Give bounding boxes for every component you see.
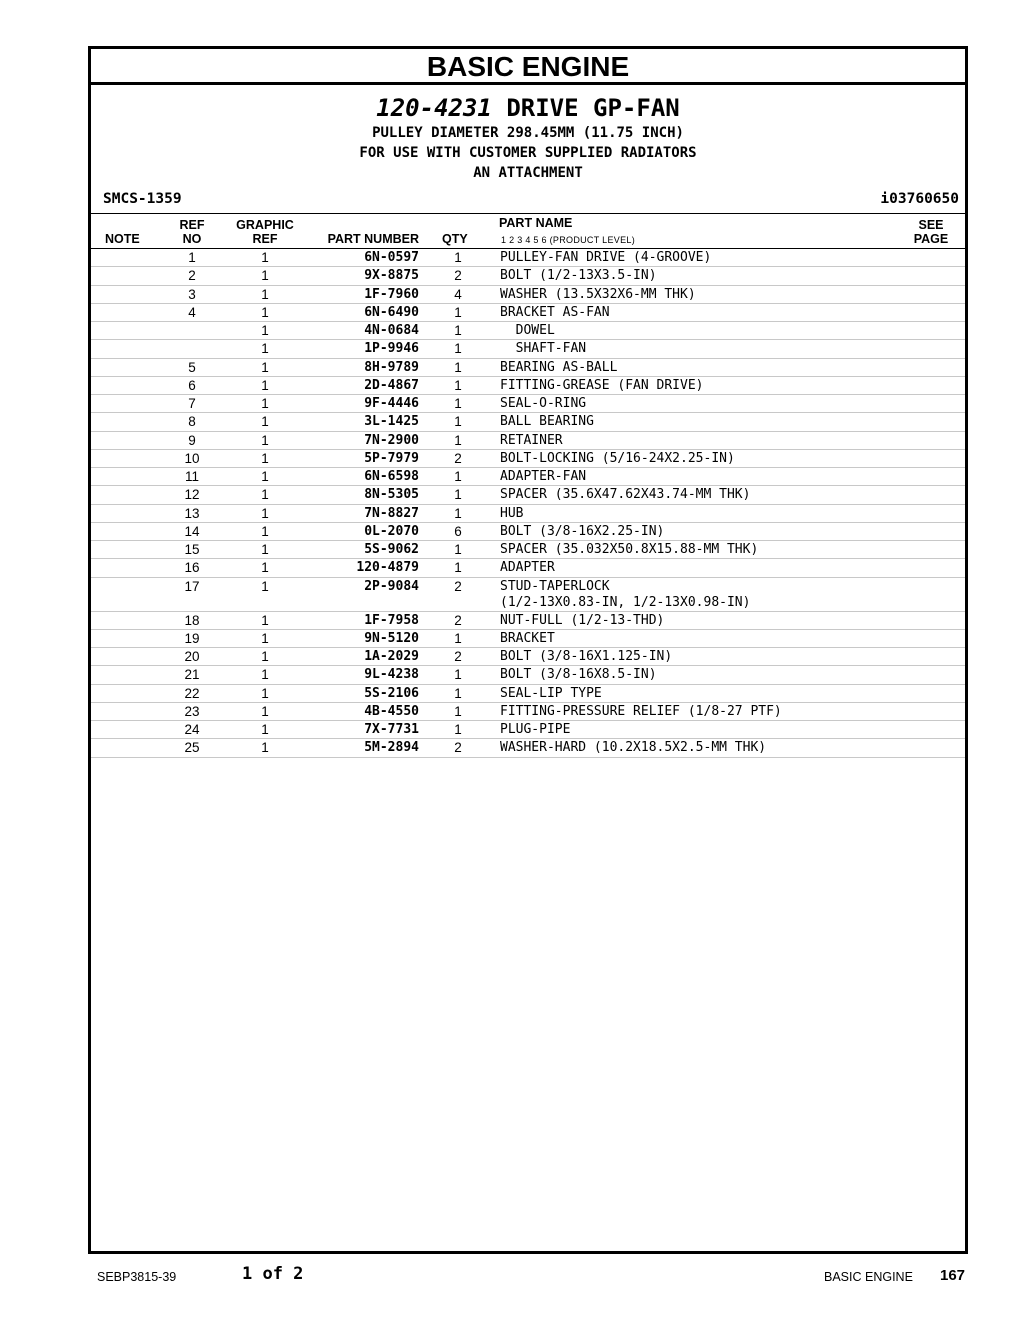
part-number-cell: 1P-9946 xyxy=(364,341,419,357)
graphic-ref-cell: 1 xyxy=(261,578,269,594)
part-number-cell: 4N-0684 xyxy=(364,323,419,338)
qty-cell: 1 xyxy=(454,341,462,357)
qty-cell: 4 xyxy=(454,286,462,302)
part-number-cell: 4B-4550 xyxy=(364,703,419,719)
graphic-ref-cell: 1 xyxy=(261,396,269,411)
ref-no-cell: 12 xyxy=(184,487,200,503)
table-row xyxy=(91,685,965,703)
part-number-cell: 5S-2106 xyxy=(364,685,419,701)
group-description-line: FOR USE WITH CUSTOMER SUPPLIED RADIATORS xyxy=(359,145,697,161)
table-row xyxy=(91,468,965,486)
part-name-cell: SPACER (35.032X50.8X15.88-MM THK) xyxy=(500,542,759,557)
ref-no-cell: 1 xyxy=(188,250,196,265)
graphic-ref-cell: 1 xyxy=(261,487,269,503)
part-name-cell: SPACER (35.6X47.62X43.74-MM THK) xyxy=(500,487,751,503)
part-name-cell: PULLEY-FAN DRIVE (4-GROOVE) xyxy=(500,250,712,265)
table-row xyxy=(91,612,965,630)
part-number-cell: 3L-1425 xyxy=(364,414,419,430)
graphic-ref-cell: 1 xyxy=(261,649,269,664)
part-number-cell: 2D-4867 xyxy=(364,377,419,393)
ref-no-cell: 9 xyxy=(188,432,196,448)
group-description-line: PULLEY DIAMETER 298.45MM (11.75 INCH) xyxy=(372,125,684,141)
illustration-id: i03760650 xyxy=(880,191,959,207)
table-row xyxy=(91,578,965,612)
qty-cell: 1 xyxy=(454,414,462,430)
part-number-cell: 9L-4238 xyxy=(364,667,419,683)
page-footer xyxy=(0,1262,1020,1292)
part-number-cell: 8H-9789 xyxy=(364,359,419,375)
identifier-row xyxy=(91,187,965,213)
part-name-cell: PLUG-PIPE xyxy=(500,722,571,737)
col-part-number: PART NUMBER xyxy=(327,232,419,246)
qty-cell: 2 xyxy=(454,649,462,664)
col-note: NOTE xyxy=(105,232,140,246)
ref-no-cell: 14 xyxy=(184,523,200,539)
part-number-cell: 1F-7958 xyxy=(364,612,419,628)
part-number-cell: 9N-5120 xyxy=(364,630,419,646)
parts-table-body xyxy=(91,249,965,758)
group-title xyxy=(91,93,965,123)
ref-no-cell: 13 xyxy=(184,505,200,521)
ref-no-cell: 6 xyxy=(188,377,196,393)
part-name-cell: RETAINER xyxy=(500,432,563,448)
part-name-cell: BOLT (3/8-16X2.25-IN) xyxy=(500,523,665,539)
graphic-ref-cell: 1 xyxy=(261,469,269,484)
qty-cell: 2 xyxy=(454,740,462,756)
qty-cell: 1 xyxy=(454,487,462,503)
part-number-cell: 6N-0597 xyxy=(364,250,419,265)
smcs-code: SMCS-1359 xyxy=(103,191,182,207)
qty-cell: 1 xyxy=(454,685,462,701)
qty-cell: 1 xyxy=(454,323,462,338)
qty-cell: 1 xyxy=(454,396,462,411)
table-row xyxy=(91,450,965,468)
ref-no-cell: 20 xyxy=(184,649,200,664)
table-row xyxy=(91,322,965,340)
table-row xyxy=(91,359,965,377)
graphic-ref-cell: 1 xyxy=(261,667,269,683)
part-number-cell: 7X-7731 xyxy=(364,722,419,737)
page-of: 1 of 2 xyxy=(242,1264,304,1284)
part-name-cell: STUD-TAPERLOCK (1/2-13X0.83-IN, 1/2-13X0.98-IN) xyxy=(500,578,751,610)
qty-cell: 1 xyxy=(454,542,462,557)
graphic-ref-cell: 1 xyxy=(261,612,269,628)
part-number-cell: 6N-6598 xyxy=(364,469,419,484)
parts-page-frame xyxy=(88,46,968,1254)
graphic-ref-cell: 1 xyxy=(261,250,269,265)
table-row xyxy=(91,505,965,523)
section-title: BASIC ENGINE xyxy=(91,49,965,85)
part-name-cell: BRACKET AS-FAN xyxy=(500,304,610,320)
table-row xyxy=(91,630,965,648)
table-row xyxy=(91,559,965,577)
ref-no-cell: 4 xyxy=(188,304,196,320)
qty-cell: 1 xyxy=(454,359,462,375)
col-see-page: SEE PAGE xyxy=(913,218,949,246)
part-name-cell: BEARING AS-BALL xyxy=(500,359,618,375)
group-number: 120-4231 xyxy=(376,94,492,122)
part-number-cell: 2P-9084 xyxy=(364,578,419,594)
graphic-ref-cell: 1 xyxy=(261,722,269,737)
graphic-ref-cell: 1 xyxy=(261,740,269,756)
part-number-cell: 5M-2894 xyxy=(364,740,419,756)
ref-no-cell: 19 xyxy=(184,630,200,646)
graphic-ref-cell: 1 xyxy=(261,359,269,375)
part-name-cell: WASHER-HARD (10.2X18.5X2.5-MM THK) xyxy=(500,740,767,756)
ref-no-cell: 15 xyxy=(184,542,200,557)
group-name: DRIVE GP-FAN xyxy=(506,94,680,122)
col-qty: QTY xyxy=(442,232,468,246)
ref-no-cell: 10 xyxy=(184,450,200,466)
graphic-ref-cell: 1 xyxy=(261,685,269,701)
qty-cell: 2 xyxy=(454,578,462,594)
graphic-ref-cell: 1 xyxy=(261,560,269,576)
part-name-cell: SEAL-LIP TYPE xyxy=(500,685,602,701)
part-number-cell: 1F-7960 xyxy=(364,286,419,302)
table-row xyxy=(91,286,965,304)
part-name-cell: NUT-FULL (1/2-13-THD) xyxy=(500,612,665,628)
part-name-cell: WASHER (13.5X32X6-MM THK) xyxy=(500,286,696,302)
table-row xyxy=(91,523,965,541)
ref-no-cell: 21 xyxy=(184,667,200,683)
table-row xyxy=(91,395,965,413)
graphic-ref-cell: 1 xyxy=(261,703,269,719)
ref-no-cell: 5 xyxy=(188,359,196,375)
qty-cell: 1 xyxy=(454,630,462,646)
part-name-cell: BRACKET xyxy=(500,630,555,646)
table-row xyxy=(91,340,965,358)
part-name-cell: SHAFT-FAN xyxy=(500,341,587,357)
page-number: 167 xyxy=(940,1267,966,1284)
part-number-cell: 9X-8875 xyxy=(364,268,419,284)
table-row xyxy=(91,486,965,504)
qty-cell: 1 xyxy=(454,722,462,737)
qty-cell: 1 xyxy=(454,304,462,320)
graphic-ref-cell: 1 xyxy=(261,414,269,430)
part-number-cell: 0L-2070 xyxy=(364,523,419,539)
part-name-cell: HUB xyxy=(500,505,524,521)
part-name-cell: BOLT-LOCKING (5/16-24X2.25-IN) xyxy=(500,450,735,466)
graphic-ref-cell: 1 xyxy=(261,304,269,320)
group-header xyxy=(91,93,965,183)
qty-cell: 2 xyxy=(454,450,462,466)
graphic-ref-cell: 1 xyxy=(261,505,269,521)
ref-no-cell: 7 xyxy=(188,396,196,411)
table-row xyxy=(91,739,965,757)
table-row xyxy=(91,249,965,267)
graphic-ref-cell: 1 xyxy=(261,542,269,557)
table-row xyxy=(91,541,965,559)
part-name-cell: BOLT (3/8-16X1.125-IN) xyxy=(500,649,673,664)
ref-no-cell: 18 xyxy=(184,612,200,628)
part-name-cell: FITTING-PRESSURE RELIEF (1/8-27 PTF) xyxy=(500,703,782,719)
col-graphic-ref: GRAPHIC REF xyxy=(236,218,294,246)
part-number-cell: 1A-2029 xyxy=(364,649,419,664)
part-number-cell: 7N-2900 xyxy=(364,432,419,448)
part-name-cell: BOLT (3/8-16X8.5-IN) xyxy=(500,667,657,683)
part-number-cell: 5S-9062 xyxy=(364,542,419,557)
ref-no-cell: 8 xyxy=(188,414,196,430)
part-number-cell: 6N-6490 xyxy=(364,304,419,320)
graphic-ref-cell: 1 xyxy=(261,323,269,338)
col-ref-no: REF NO xyxy=(179,218,205,246)
qty-cell: 1 xyxy=(454,560,462,576)
qty-cell: 1 xyxy=(454,377,462,393)
table-row xyxy=(91,648,965,666)
document-id: SEBP3815-39 xyxy=(97,1270,177,1284)
group-description-line: AN ATTACHMENT xyxy=(473,165,583,181)
part-number-cell: 120-4879 xyxy=(356,560,419,576)
part-number-cell: 7N-8827 xyxy=(364,505,419,521)
table-row xyxy=(91,721,965,739)
footer-section: BASIC ENGINE xyxy=(824,1270,913,1284)
qty-cell: 1 xyxy=(454,703,462,719)
part-name-cell: DOWEL xyxy=(500,323,555,338)
qty-cell: 1 xyxy=(454,667,462,683)
ref-no-cell: 3 xyxy=(188,286,196,302)
qty-cell: 6 xyxy=(454,523,462,539)
part-name-cell: BALL BEARING xyxy=(500,414,594,430)
graphic-ref-cell: 1 xyxy=(261,377,269,393)
part-name-cell: BOLT (1/2-13X3.5-IN) xyxy=(500,268,657,284)
graphic-ref-cell: 1 xyxy=(261,268,269,284)
graphic-ref-cell: 1 xyxy=(261,432,269,448)
col-part-name: PART NAME xyxy=(499,216,573,230)
col-product-levels: 1 2 3 4 5 6 (PRODUCT LEVEL) xyxy=(501,235,635,245)
ref-no-cell: 2 xyxy=(188,268,196,284)
qty-cell: 1 xyxy=(454,469,462,484)
part-name-cell: FITTING-GREASE (FAN DRIVE) xyxy=(500,377,704,393)
table-row xyxy=(91,267,965,285)
table-row xyxy=(91,304,965,322)
qty-cell: 2 xyxy=(454,268,462,284)
graphic-ref-cell: 1 xyxy=(261,630,269,646)
part-name-cell: ADAPTER xyxy=(500,560,555,576)
qty-cell: 1 xyxy=(454,432,462,448)
graphic-ref-cell: 1 xyxy=(261,286,269,302)
ref-no-cell: 16 xyxy=(184,560,200,576)
ref-no-cell: 22 xyxy=(184,685,200,701)
ref-no-cell: 25 xyxy=(184,740,200,756)
ref-no-cell: 23 xyxy=(184,703,200,719)
graphic-ref-cell: 1 xyxy=(261,450,269,466)
ref-no-cell: 24 xyxy=(184,722,200,737)
qty-cell: 2 xyxy=(454,612,462,628)
table-row xyxy=(91,377,965,395)
qty-cell: 1 xyxy=(454,505,462,521)
part-name-cell: ADAPTER-FAN xyxy=(500,469,587,484)
table-row xyxy=(91,666,965,684)
graphic-ref-cell: 1 xyxy=(261,523,269,539)
part-number-cell: 8N-5305 xyxy=(364,487,419,503)
ref-no-cell: 11 xyxy=(184,469,199,484)
ref-no-cell: 17 xyxy=(184,578,200,594)
table-header xyxy=(91,213,965,249)
qty-cell: 1 xyxy=(454,250,462,265)
part-name-cell: SEAL-O-RING xyxy=(500,396,587,411)
table-row xyxy=(91,703,965,721)
table-row xyxy=(91,432,965,450)
part-number-cell: 5P-7979 xyxy=(364,450,419,466)
part-number-cell: 9F-4446 xyxy=(364,396,419,411)
graphic-ref-cell: 1 xyxy=(261,341,269,357)
table-row xyxy=(91,413,965,431)
